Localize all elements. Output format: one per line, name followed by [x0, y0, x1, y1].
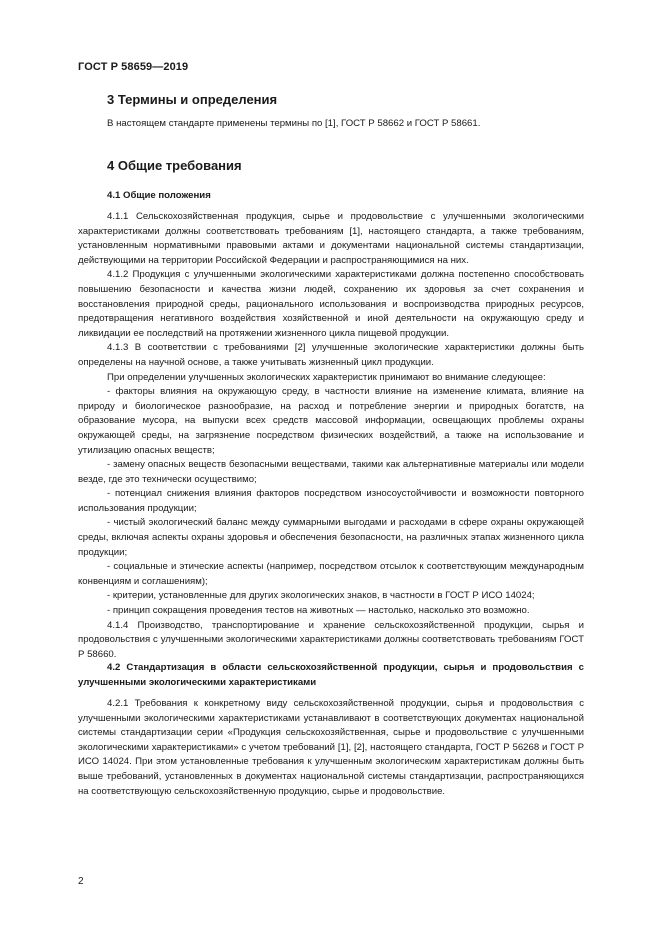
paragraph-4-2-1: 4.2.1 Требования к конкретному виду сельскохозяйственной продукции, сырья и продовольствия с улучшенными экологическими характеристиками устанавливают в соответствующих документах национальной системы стандартизации серии «Продукция сельскохозяйственная, сырье и продовольствие с улучшенными экологическими характеристиками» с учетом требований [1], [2], настоящего стандарта, ГОСТ Р 56268 и ГОСТ Р ИСО 14024. При этом установленные требования к улучшенным экологическим характеристикам должны быть выше требований, установленных в документах национальной системы стандартизации, распространяющихся на соответствующую сельскохозяйственную продукцию, сырье и продовольствие.: [78, 698, 584, 797]
section-3-text: В настоящем стандарте применены термины по [1], ГОСТ Р 58662 и ГОСТ Р 58661.: [107, 118, 481, 129]
list-item-durability: - потенциал снижения влияния факторов посредством износоустойчивости и возможности повторного использования продукции;: [78, 488, 584, 514]
subsection-4-2-body: [78, 697, 584, 799]
paragraph-4-1-1: 4.1.1 Сельскохозяйственная продукция, сырье и продовольствие с улучшенными экологическими характеристиками должны соответствовать требованиям [1], настоящего стандарта, а также требованиям, установленным нормативными правовыми актами и документами национальной системы стандартизации, действующими на территории Российской Федерации и распространяющимися на них.: [78, 211, 584, 266]
list-item-substitution: - замену опасных веществ безопасными веществами, такими как альтернативные материалы или модели везде, где это технически осуществимо;: [78, 459, 584, 485]
paragraph-4-1-3: 4.1.3 В соответствии с требованиями [2] улучшенные экологические характеристики должны быть определены на научной основе, а также учитывать жизненный цикл продукции.: [78, 342, 584, 368]
list-item-balance: - чистый экологический баланс между суммарными выгодами и расходами в сфере охраны окружающей среды, включая аспекты охраны здоровья и обеспечения безопасности, на различных этапах жизненного цикла продукции;: [78, 517, 584, 558]
document-header: ГОСТ Р 58659—2019: [78, 61, 189, 73]
page-number: 2: [78, 876, 84, 887]
list-item-criteria: - критерии, установленные для других экологических знаков, в частности в ГОСТ Р ИСО 14024;: [107, 590, 535, 602]
list-item-factors: - факторы влияния на окружающую среду, в частности влияние на изменение климата, влияние на природу и биологическое разнообразие, на расход и потребление энергии и природных богатств, на образование мусора, на выпуски всех средств массовой информации, освещающих проблемы охраны окружающей среды, на загрязнение посредством физических воздействий, а также на использование и утилизацию опасных веществ;: [78, 386, 584, 456]
paragraph-4-1-2: 4.1.2 Продукция с улучшенными экологическими характеристиками должна постепенно способствовать повышению безопасности и качества жизни людей, сохранению их здоровья за счет сохранения и восстановления природной среды, рационального использования и воспроизводства природных ресурсов, предотвращения негативного воздействия хозяйственной и иной деятельности на окружающую среду и ликвидации ее последствий на протяжении жизненного цикла пищевой продукции.: [78, 269, 584, 339]
paragraph-criteria-intro: При определении улучшенных экологических характеристик принимают во внимание следующее:: [107, 371, 546, 383]
subsection-4-2-title: 4.2 Стандартизация в области сельскохозяйственной продукции, сырья и продовольствия с улучшенными экологическими характеристиками: [78, 662, 584, 688]
section-4-title: 4 Общие требования: [107, 158, 242, 173]
list-item-social: - социальные и этические аспекты (например, посредством отсылок к соответствующим международным конвенциям и соглашениям);: [78, 561, 584, 587]
paragraph-4-1-4: 4.1.4 Производство, транспортирование и хранение сельскохозяйственной продукции, сырья и продовольствия с улучшенными экологическими характеристиками должны соответствовать требованиям ГОСТ Р 58660.: [78, 619, 584, 660]
list-item-animal-tests: - принцип сокращения проведения тестов на животных — настолько, насколько это возможно.: [107, 605, 530, 617]
subsection-4-1-title: 4.1 Общие положения: [107, 190, 211, 201]
subsection-4-1-body: [78, 210, 584, 662]
section-3-title: 3 Термины и определения: [107, 92, 278, 107]
